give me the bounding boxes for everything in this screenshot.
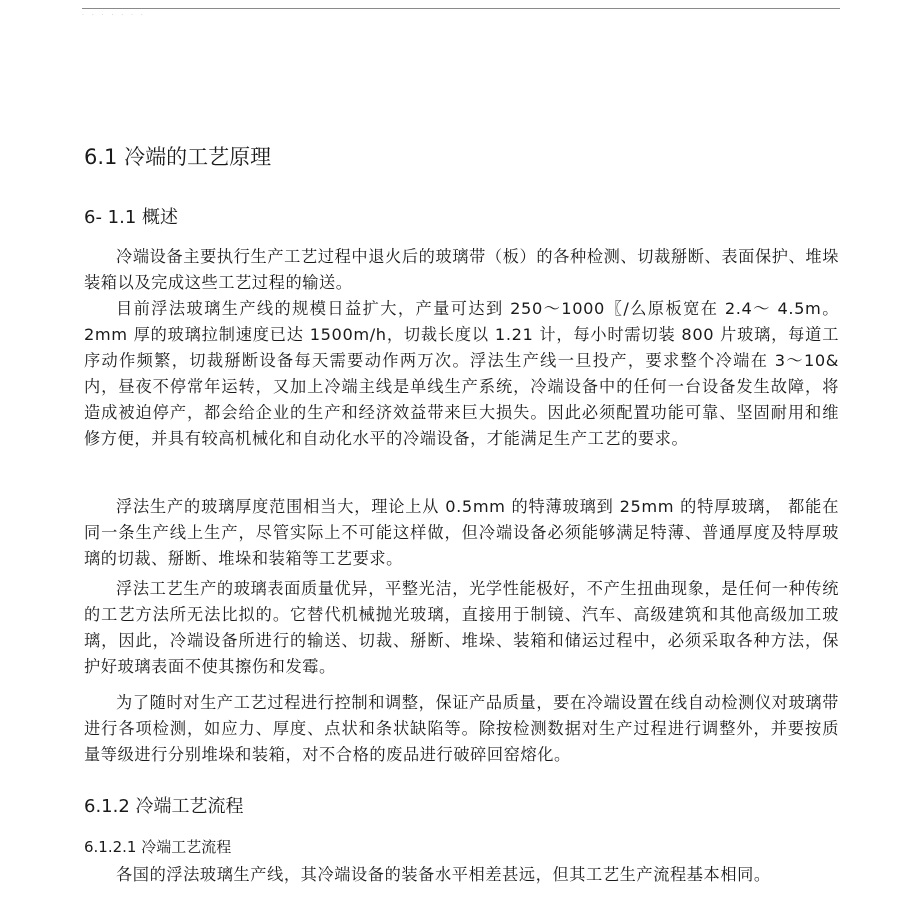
paragraph-1: 冷端设备主要执行生产工艺过程中退火后的玻璃带（板）的各种检测、切裁掰断、表面保护、堆垛装箱以及完成这些工艺过程的输送。 — [84, 247, 839, 292]
paragraph-2: 目前浮法玻璃生产线的规模日益扩大，产量可达到 250～1000〖/么原板宽在 2.4～ 4.5m。2mm 厚的玻璃拉制速度已达 1500m/h，切裁长度以 1.21 计，每小时需切装 800 片玻璃，每道工序动作频繁，切裁掰断设备每天需要动作两万次。浮法生产线一旦投产，要求整个冷端在 3～10&内，昼夜不停常年运转，又加上冷端主线是单线生产系统，冷端设备中的任何一台设备发生故障，将造成被迫停产，都会给企业的生产和经济效益带来巨大损失。因此必须配置功能可靠、坚固耐用和维修方便，并具有较高机械化和自动化水平的冷端设备，才能满足生产工艺的要求。 — [84, 299, 839, 448]
header-dots: . . . . . . . — [82, 10, 146, 17]
paragraph-3: 浮法生产的玻璃厚度范围相当大，理论上从 0.5mm 的特薄玻璃到 25mm 的特厚玻璃， 都能在同一条生产线上生产，尽管实际上不可能这样做，但冷端设备必须能够满足特薄、普通厚度及特厚玻璃的切裁、掰断、堆垛和装箱等工艺要求。 — [84, 497, 839, 568]
paragraph-4: 浮法工艺生产的玻璃表面质量优异，平整光洁，光学性能极好，不产生扭曲现象，是任何一种传统的工艺方法所无法比拟的。它替代机械抛光玻璃，直接用于制镜、汽车、高级建筑和其他高级加工玻璃，因此，冷端设备所进行的输送、切裁、掰断、堆垛、装箱和储运过程中，必须采取各种方法，保护好玻璃表面不使其擦伤和发霉。 — [84, 579, 839, 676]
subsection-heading-overview: 6- 1.1 概述 — [84, 207, 179, 228]
subsection-heading-process: 6.1.2 冷端工艺流程 — [84, 796, 244, 817]
header-rule — [82, 8, 840, 9]
paragraph-final: 各国的浮法玻璃生产线，其冷端设备的装备水平相差甚远，但其工艺生产流程基本相同。 — [116, 865, 771, 884]
paragraph-5: 为了随时对生产工艺过程进行控制和调整，保证产品质量，要在冷端设置在线自动检测仪对玻璃带进行各项检测，如应力、厚度、点状和条状缺陷等。除按检测数据对生产过程进行调整外，并要按质量等级进行分别堆垛和装箱，对不合格的废品进行破碎回窑熔化。 — [84, 693, 839, 764]
section-heading: 6.1 冷端的工艺原理 — [84, 145, 272, 169]
subsubsection-heading: 6.1.2.1 冷端工艺流程 — [84, 838, 232, 856]
